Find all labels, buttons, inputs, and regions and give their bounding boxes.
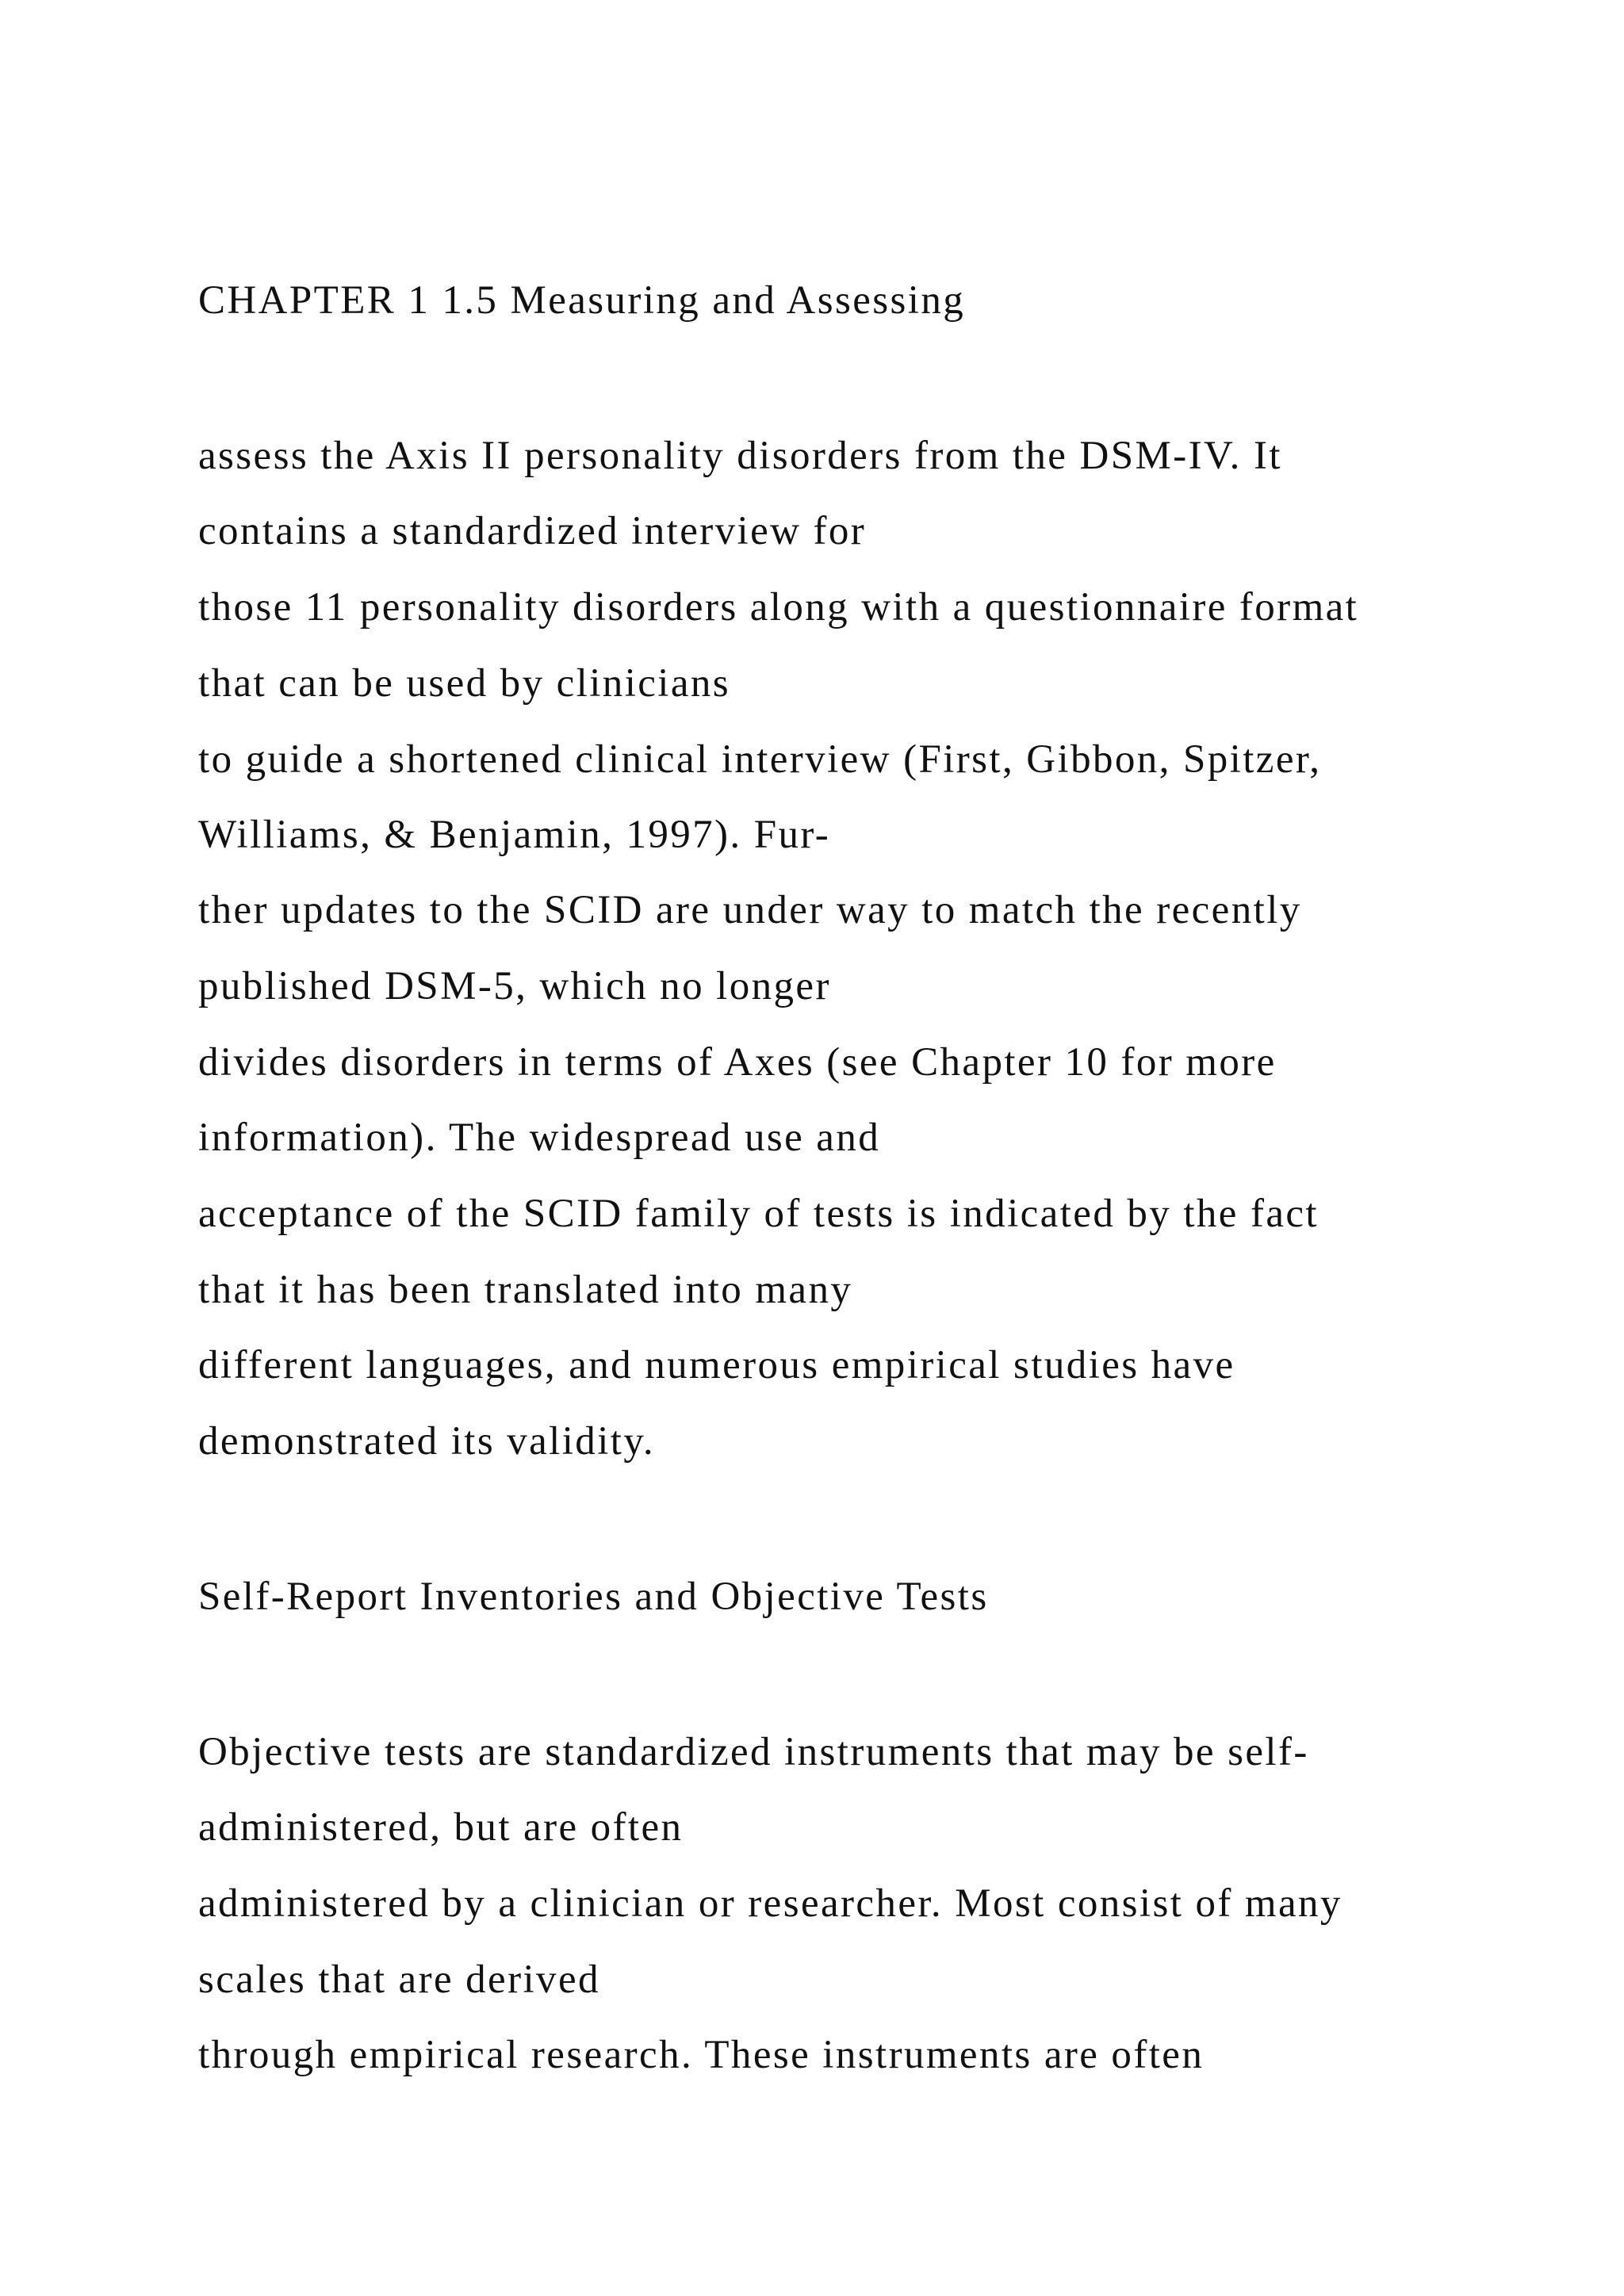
text-line: to guide a shortened clinical interview (First, Gibbon, Spitzer, [198, 737, 1322, 782]
text-line: Objective tests are standardized instruments that may be self- [198, 1730, 1309, 1774]
text-line: scales that are derived [198, 1957, 600, 2002]
text-line: through empirical research. These instruments are often [198, 2033, 1205, 2077]
text-line: different languages, and numerous empirical studies have [198, 1343, 1235, 1387]
text-line: that can be used by clinicians [198, 661, 731, 706]
text-line: divides disorders in terms of Axes (see Chapter 10 for more [198, 1040, 1277, 1085]
section-heading: Self-Report Inventories and Objective Tests [198, 1575, 989, 1619]
text-line: acceptance of the SCID family of tests is indicated by the fact [198, 1192, 1320, 1236]
text-line: published DSM-5, which no longer [198, 964, 831, 1008]
text-line: those 11 personality disorders along with a questionnaire format [198, 585, 1359, 629]
text-line: administered by a clinician or researcher. Most consist of many [198, 1881, 1342, 1926]
text-line: that it has been translated into many [198, 1268, 853, 1312]
text-line: demonstrated its validity. [198, 1419, 656, 1464]
text-line: Williams, & Benjamin, 1997). Fur- [198, 813, 831, 857]
text-line: contains a standardized interview for [198, 509, 867, 553]
text-line: information). The widespread use and [198, 1115, 881, 1160]
text-line: ther updates to the SCID are under way to match the recently [198, 888, 1302, 932]
text-line: administered, but are often [198, 1805, 684, 1850]
text-line: assess the Axis II personality disorders from the DSM-IV. It [198, 434, 1282, 478]
chapter-header: CHAPTER 1 1.5 Measuring and Assessing [198, 278, 966, 323]
